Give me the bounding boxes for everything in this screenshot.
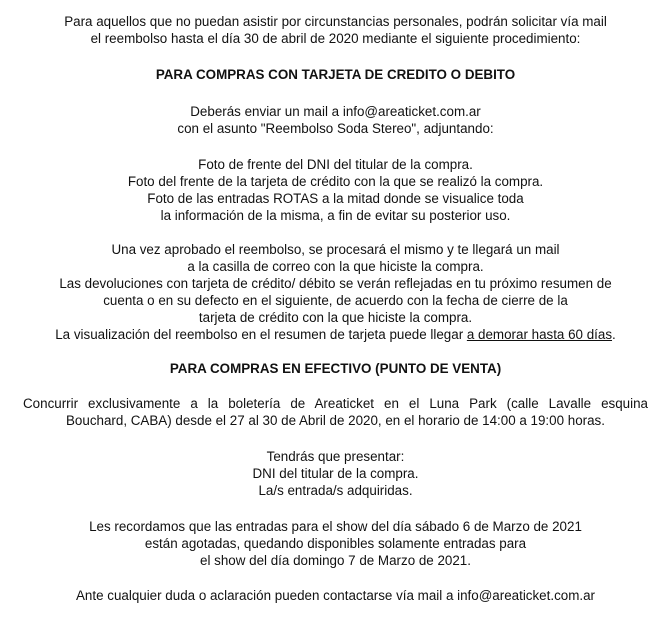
- approval-line: Las devoluciones con tarjeta de crédito/ débito se verán reflejadas en tu próximo resumen de: [59, 276, 612, 291]
- reminder-line: están agotadas, quedando disponibles solamente entradas para: [144, 536, 527, 551]
- send-mail-line: Deberás enviar un mail a info@areaticket.com.ar: [190, 104, 481, 119]
- present-line: La/s entrada/s adquiridas.: [258, 483, 413, 498]
- intro-line: Para aquellos que no puedan asistir por circunstancias personales, podrán solicitar vía mail: [64, 14, 607, 29]
- intro-line: el reembolso hasta el día 30 de abril de 2020 mediante el siguiente procedimiento:: [90, 31, 581, 46]
- box-office-line: Bouchard, CABA) desde el 27 al 30 de Abril de 2020, en el horario de 14:00 a 19:00 horas.: [66, 413, 605, 428]
- attachment-line: la información de la misma, a fin de evitar su posterior uso.: [160, 208, 511, 223]
- visualization-period: .: [612, 327, 616, 342]
- attachment-line: Foto del frente de la tarjeta de crédito con la que se realizó la compra.: [127, 174, 544, 189]
- attachment-line: Foto de frente del DNI del titular de la compra.: [198, 157, 473, 172]
- approval-line: tarjeta de crédito con la que hiciste la compra.: [198, 310, 473, 325]
- present-line: Tendrás que presentar:: [266, 449, 405, 464]
- delay-link[interactable]: a demorar hasta 60 días: [466, 327, 613, 342]
- send-mail-line: con el asunto "Reembolso Soda Stereo", adjuntando:: [177, 121, 494, 136]
- present-line: DNI del titular de la compra.: [252, 466, 419, 481]
- cash-section-heading: PARA COMPRAS EN EFECTIVO (PUNTO DE VENTA): [169, 361, 502, 376]
- visualization-line: [0, 326, 671, 343]
- box-office-line: Concurrir exclusivamente a la boletería de Areaticket en el Luna Park (calle Lavalle esquina: [23, 396, 648, 411]
- contact-line: Ante cualquier duda o aclaración pueden contactarse vía mail a info@areaticket.com.ar: [75, 588, 595, 603]
- approval-line: a la casilla de correo con la que hiciste la compra.: [187, 259, 484, 274]
- visualization-text: La visualización del reembolso en el resumen de tarjeta puede llegar: [55, 327, 467, 342]
- card-section-heading: PARA COMPRAS CON TARJETA DE CREDITO O DEBITO: [155, 67, 516, 82]
- reminder-line: Les recordamos que las entradas para el show del día sábado 6 de Marzo de 2021: [89, 519, 582, 534]
- attachment-line: Foto de las entradas ROTAS a la mitad donde se visualice toda: [147, 191, 524, 206]
- approval-line: cuenta o en su defecto en el siguiente, de acuerdo con la fecha de cierre de la: [103, 293, 568, 308]
- reminder-line: el show del día domingo 7 de Marzo de 2021.: [200, 553, 471, 568]
- approval-line: Una vez aprobado el reembolso, se procesará el mismo y te llegará un mail: [111, 242, 560, 257]
